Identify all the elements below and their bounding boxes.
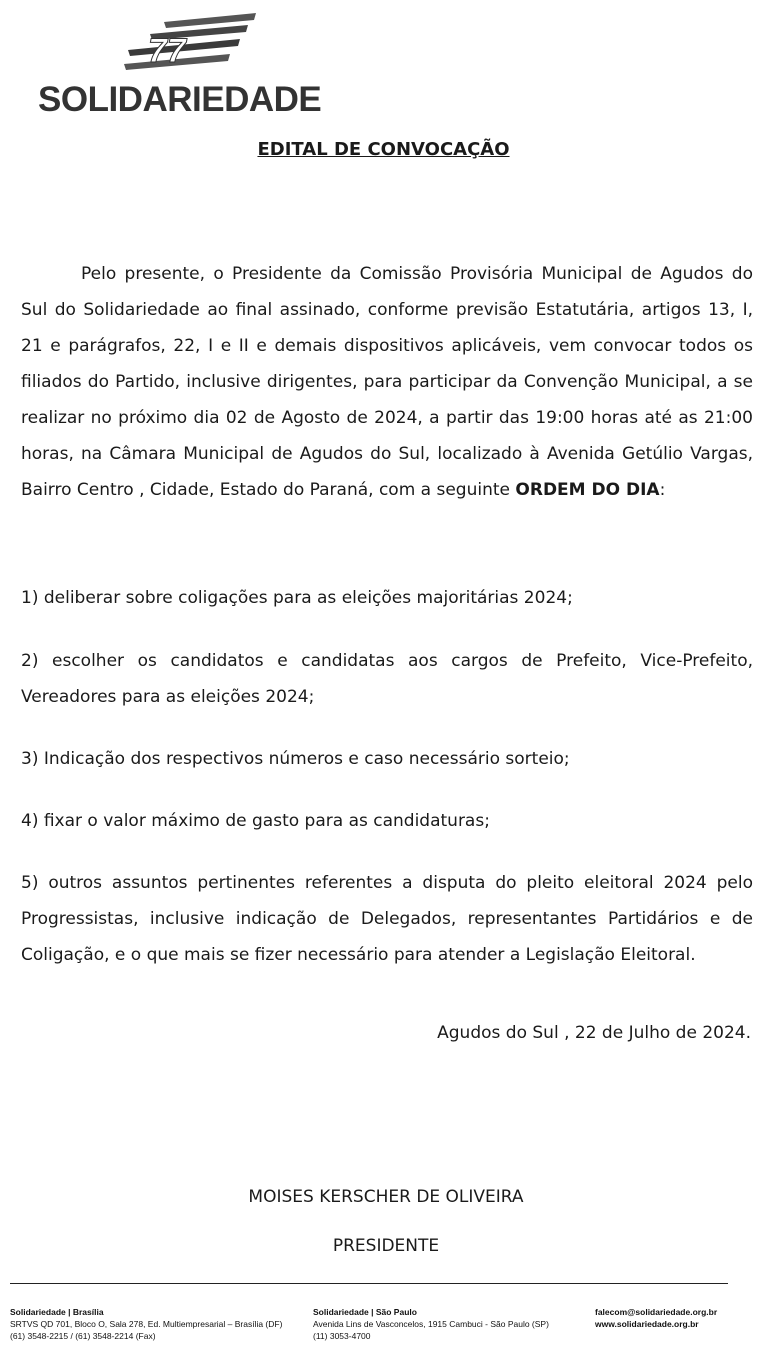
logo-emblem-icon (120, 12, 260, 80)
footer-saopaulo-head: Solidariedade | São Paulo (313, 1307, 417, 1317)
footer-contact (595, 1306, 717, 1330)
logo-wordmark: SOLIDARIEDADE (38, 80, 322, 119)
footer-brasilia-phone: (61) 3548-2215 / (61) 3548-2214 (Fax) (10, 1331, 156, 1341)
footer-saopaulo (313, 1306, 549, 1342)
intro-text: Pelo presente, o Presidente da Comissão Provisória Municipal de Agudos do Sul do Solidariedade ao final assinado, conforme previsão Estatutária, artigos 13, I, 21 e parágrafos, 22, I e II e demais dispositivos aplicáveis, vem convocar todos os filiados do Partido, inclusive dirigentes, para participar da Convenção Municipal, a se realizar no próximo dia 02 de Agosto de 2024, a partir das 19:00 horas até as 21:00 horas, na Câmara Municipal de Agudos do Sul, localizado à Avenida Getúlio Vargas, Bairro Centro , Cidade, Estado do Paraná, com a seguinte (21, 264, 753, 500)
footer-brasilia (10, 1306, 282, 1342)
agenda-item: 3) Indicação dos respectivos números e caso necessário sorteio; (21, 749, 570, 769)
intro-paragraph (21, 256, 753, 508)
signer-role: PRESIDENTE (332, 1236, 440, 1256)
logo-number: 77 (148, 32, 186, 70)
agenda-item: 5) outros assuntos pertinentes referentes a disputa do pleito eleitoral 2024 pelo Progressistas, inclusive indicação de Delegados, representantes Partidários e de Coligação, e o que mais se fizer necessário para atender a Legislação Eleitoral. (21, 873, 753, 965)
footer-brasilia-address: SRTVS QD 701, Bloco O, Sala 278, Ed. Multiempresarial – Brasília (DF) (10, 1319, 283, 1329)
footer-saopaulo-address: Avenida Lins de Vasconcelos, 1915 Cambuci - São Paulo (SP) (313, 1319, 549, 1329)
signer-name: MOISES KERSCHER DE OLIVEIRA (248, 1187, 524, 1207)
footer-saopaulo-phone: (11) 3053-4700 (313, 1331, 371, 1341)
footer-brasilia-head: Solidariedade | Brasília (10, 1307, 104, 1317)
agenda-item: 4) fixar o valor máximo de gasto para as candidaturas; (21, 811, 490, 831)
agenda-item: 2) escolher os candidatos e candidatas aos cargos de Prefeito, Vice-Prefeito, Vereadores para as eleições 2024; (21, 651, 753, 707)
footer-website-link[interactable]: www.solidariedade.org.br (595, 1319, 699, 1329)
document-title: EDITAL DE CONVOCAÇÃO (257, 139, 510, 160)
agenda-item: 1) deliberar sobre coligações para as eleições majoritárias 2024; (21, 588, 573, 608)
intro-end: : (659, 480, 666, 500)
agenda-label: ORDEM DO DIA (515, 480, 660, 500)
footer-email-link[interactable]: falecom@solidariedade.org.br (595, 1307, 718, 1317)
party-logo (38, 12, 322, 119)
footer-divider (10, 1283, 728, 1284)
date-line: Agudos do Sul , 22 de Julho de 2024. (437, 1023, 751, 1043)
